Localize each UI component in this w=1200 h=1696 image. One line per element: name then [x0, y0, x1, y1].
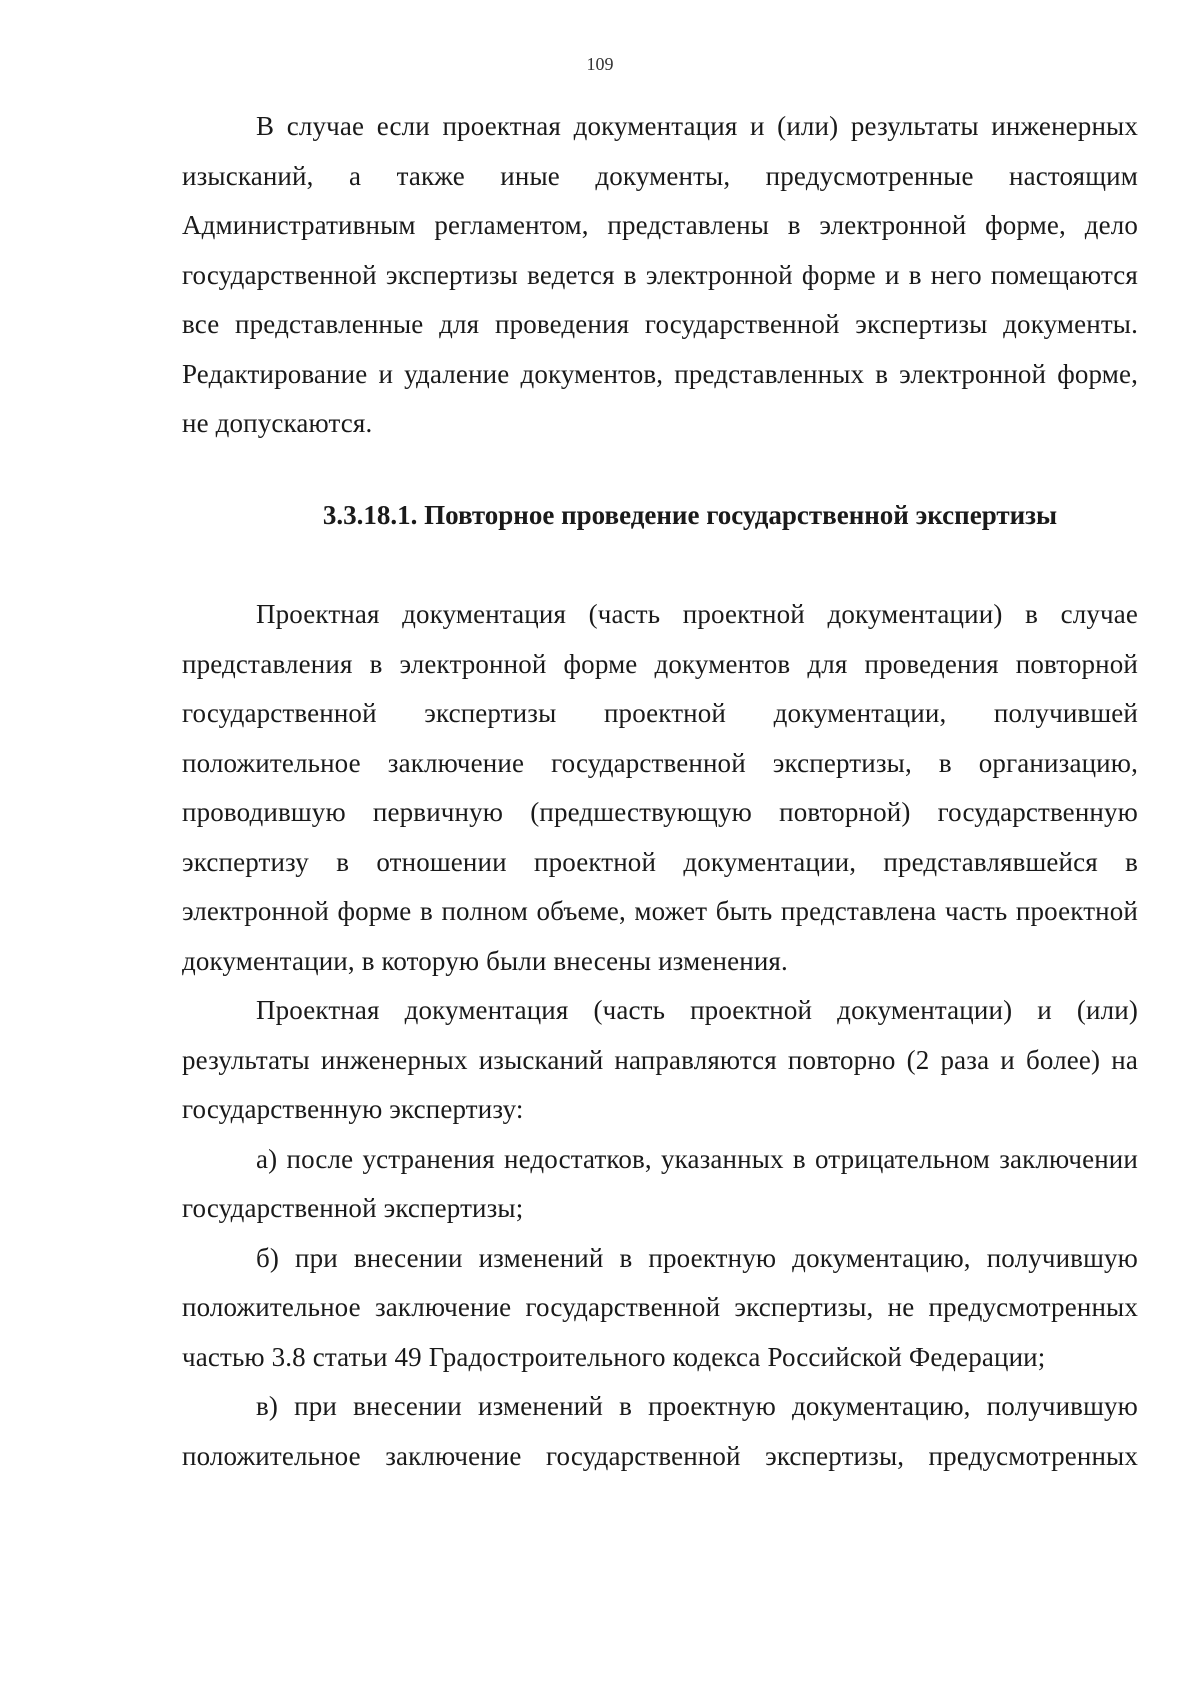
list-item-a: а) после устранения недостатков, указанных в отрицательном заключении государственной экспертизы;: [182, 1143, 1138, 1223]
list-item-v: в) при внесении изменений в проектную документацию, получившую положительное заключение государственной экспертизы, предусмотренных: [182, 1391, 1138, 1471]
section-heading: 3.3.18.1. Повторное проведение государственной экспертизы: [322, 499, 1058, 530]
paragraph-repeat-submission: Проектная документация (часть проектной документации) и (или) результаты инженерных изысканий направляются повторно (2 раза и более) на государственную экспертизу:: [182, 995, 1138, 1124]
page-number: 109: [586, 54, 614, 74]
document-body: [182, 102, 1138, 1481]
list-item-b: б) при внесении изменений в проектную документацию, получившую положительное заключение государственной экспертизы, не предусмотренных частью 3.8 статьи 49 Градостроительного кодекса Российской Федерации;: [182, 1242, 1138, 1372]
paragraph-partial-documentation: Проектная документация (часть проектной документации) в случае представления в электронной форме документов для проведения повторной государственной экспертизы проектной документации, получившей положительное заключение государственной экспертизы, в организацию, проводившую первичную (предшествующую повторной) государственную экспертизу в отношении проектной документации, представлявшейся в электронной форме в полном объеме, может быть представлена часть проектной документации, в которую были внесены изменения.: [182, 599, 1138, 976]
spacer: [182, 449, 1138, 491]
paragraph-electronic-case: В случае если проектная документация и (или) результаты инженерных изысканий, а также иные документы, предусмотренные настоящим Административным регламентом, представлены в электронной форме, дело государственной экспертизы ведется в электронной форме и в него помещаются все представленные для проведения государственной экспертизы документы. Редактирование и удаление документов, представленных в электронной форме, не допускаются.: [182, 111, 1138, 438]
spacer: [182, 540, 1138, 590]
